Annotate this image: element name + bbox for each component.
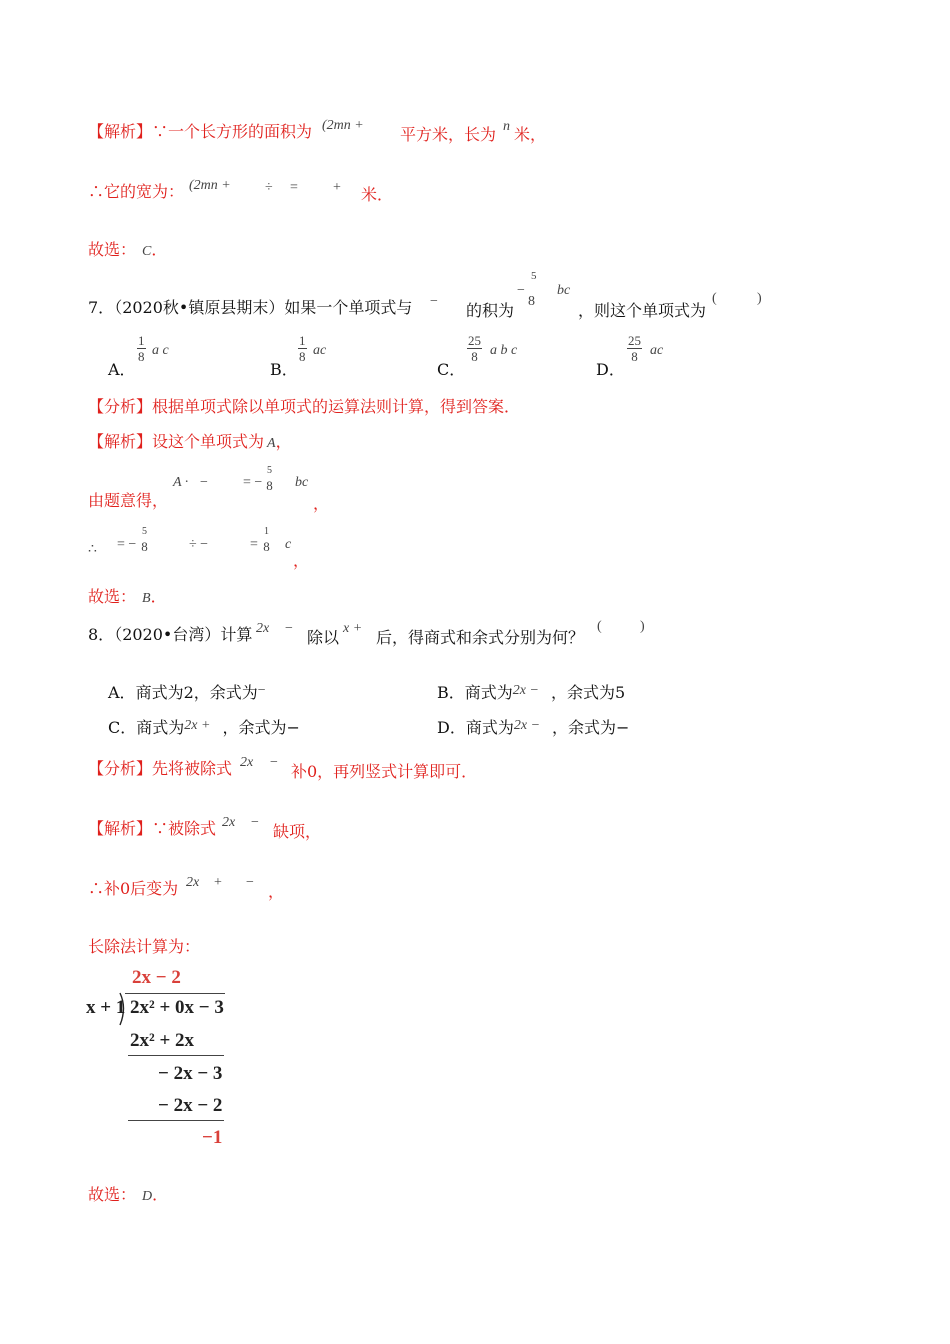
- long-division-bracket: [118, 992, 128, 1026]
- q8-solution-line3: [88, 937, 200, 957]
- option-b-tail: ac: [313, 343, 327, 358]
- analysis-text: 先将被除式: [152, 759, 233, 778]
- long-division-rule: [128, 1055, 224, 1056]
- solution-text: ，: [268, 882, 285, 901]
- answer-end: ．: [151, 240, 168, 259]
- question-text: 后，得商式和余式分别为何？: [376, 628, 585, 647]
- math-width-expr: (2mn +: [189, 178, 231, 193]
- math-eq-minus: = −: [243, 475, 263, 490]
- option-math: 2x −: [513, 718, 541, 733]
- long-division-quotient: 2x − 2: [132, 967, 181, 988]
- math-eq: =: [290, 180, 298, 195]
- math-bc: bc: [557, 283, 571, 298]
- math-div-minus: ÷ −: [189, 537, 209, 552]
- frac-den: 8: [631, 349, 638, 364]
- frac-num: 25: [628, 333, 641, 348]
- option-label: C．: [108, 718, 137, 737]
- paren-close: ): [640, 619, 645, 634]
- math-expr: 2x: [256, 621, 270, 636]
- option-label: D．: [437, 718, 466, 737]
- frac-den: 8: [471, 349, 478, 364]
- option-math: −: [257, 683, 266, 698]
- sol7-l2-fraction: [266, 463, 273, 493]
- q8-solution-line1: [88, 819, 216, 839]
- question-number: 8．: [88, 625, 115, 644]
- math-A: A: [267, 436, 276, 451]
- question-text: 计算: [220, 625, 253, 644]
- long-division-step2: − 2x − 2: [158, 1095, 223, 1116]
- q7-analysis: [88, 397, 520, 417]
- solution-text: 米．: [361, 185, 394, 204]
- sol7-l3-fraction2: [263, 524, 270, 554]
- therefore: ∴: [88, 542, 97, 557]
- option-a-tail: a c: [152, 343, 169, 358]
- math-minus: −: [430, 294, 438, 309]
- math-minus: −: [200, 475, 208, 490]
- math-A-dot: A ·: [173, 475, 189, 490]
- answer-letter: B: [142, 591, 151, 606]
- question-text: 的积为: [466, 301, 515, 320]
- option-b-fraction: [298, 333, 307, 364]
- frac-den: 8: [263, 539, 270, 554]
- frac-den: 8: [138, 349, 145, 364]
- option-math: 2x +: [184, 718, 211, 733]
- solution-text: ，: [293, 551, 310, 570]
- option-label: A．: [108, 683, 136, 702]
- solution-text: ，: [313, 494, 330, 513]
- q7-answer-line: [88, 587, 167, 609]
- answer-label: 故选：: [88, 587, 137, 606]
- paren-open: (: [597, 619, 602, 634]
- solution-tag: 【解析】: [88, 432, 153, 451]
- analysis-tag: 【分析】: [88, 397, 153, 416]
- math-minus: −: [246, 875, 254, 890]
- q8-analysis: [88, 759, 232, 779]
- math-n: n: [503, 119, 510, 134]
- frac-den: 8: [141, 539, 148, 554]
- math-minus: −: [270, 755, 278, 770]
- answer-end: ．: [152, 1185, 169, 1204]
- question-number: 7．: [88, 298, 115, 317]
- math-expr: 2x: [186, 875, 200, 890]
- solution-text: 平方米，长为: [400, 125, 497, 144]
- paren-close: ): [757, 291, 762, 306]
- solution-text: ∵一个长方形的面积为: [152, 122, 313, 141]
- q6-solution-line1: [88, 122, 312, 142]
- frac-num: 25: [468, 333, 481, 348]
- long-division-remainder: −1: [202, 1127, 223, 1148]
- solution-text: ∴补0后变为: [88, 879, 179, 898]
- math-minus: −: [285, 621, 293, 636]
- frac-den: 8: [266, 478, 273, 493]
- analysis-text: 补0，再列竖式计算即可．: [291, 762, 478, 781]
- long-division-divisor: x + 1: [86, 997, 126, 1018]
- option-d-fraction: [627, 333, 642, 364]
- q8-stem: [88, 625, 252, 645]
- q7-solution-line3: [88, 538, 97, 560]
- math-bc: bc: [295, 475, 309, 490]
- frac-num: 5: [142, 526, 147, 537]
- math-frac-den: 8: [528, 294, 535, 309]
- question-text: 如果一个单项式与: [284, 298, 413, 317]
- solution-text: 米，: [514, 125, 547, 144]
- frac-num: 5: [267, 465, 272, 476]
- math-c: c: [285, 537, 292, 552]
- paren-open: (: [712, 291, 717, 306]
- q7-solution-line2: [88, 491, 168, 511]
- option-b-label: B．: [270, 360, 298, 379]
- analysis-tag: 【分析】: [88, 759, 153, 778]
- question-source: （2020秋•镇原县期末）: [114, 298, 285, 317]
- math-eq-minus: = −: [117, 537, 137, 552]
- math-minus: −: [517, 283, 525, 298]
- option-text: ，余式为−: [552, 718, 630, 737]
- question-text: 除以: [307, 628, 340, 647]
- math-expr: 2x: [240, 755, 254, 770]
- option-text: 商式为: [464, 683, 513, 702]
- option-text: 商式为: [136, 718, 185, 737]
- option-c-tail: a b c: [490, 343, 518, 358]
- solution-text: ∵被除式: [152, 819, 217, 838]
- solution-tag: 【解析】: [88, 122, 153, 141]
- option-a-label: A．: [108, 360, 136, 379]
- long-division-dividend: 2x² + 0x − 3: [130, 997, 224, 1018]
- q8-solution-line2: [88, 879, 178, 899]
- solution-text: 设这个单项式为: [152, 432, 265, 451]
- q6-solution-line2: [88, 182, 184, 202]
- option-text: ，余式为5: [550, 683, 626, 702]
- answer-label: 故选：: [88, 1185, 137, 1204]
- analysis-text: 根据单项式除以单项式的运算法则计算，得到答案．: [152, 397, 521, 416]
- option-label: B．: [437, 683, 465, 702]
- question-text: ，则这个单项式为: [578, 301, 707, 320]
- math-frac-num: 5: [531, 270, 537, 282]
- long-division-remainder1: − 2x − 3: [158, 1063, 223, 1084]
- math-minus: −: [251, 815, 259, 830]
- math-expr: 2x: [222, 815, 236, 830]
- frac-num: 1: [138, 333, 145, 348]
- answer-end: ．: [150, 587, 167, 606]
- q8-option-a: [108, 683, 266, 705]
- q8-answer-line: [88, 1185, 168, 1207]
- math-expr: x +: [343, 621, 363, 636]
- solution-text: 长除法计算为：: [88, 937, 201, 956]
- frac-num: 1: [299, 333, 306, 348]
- sol7-l3-fraction: [141, 524, 148, 554]
- math-div: ÷: [265, 180, 273, 195]
- q6-answer-line: [88, 240, 167, 262]
- option-a-fraction: [137, 333, 146, 364]
- option-d-label: D．: [596, 360, 625, 379]
- answer-letter: C: [142, 244, 152, 259]
- question-source: （2020•台湾）: [114, 625, 221, 644]
- math-plus: +: [214, 875, 222, 890]
- option-c-label: C．: [437, 360, 466, 379]
- answer-letter: D: [142, 1189, 153, 1204]
- long-division-step1: 2x² + 2x: [130, 1030, 195, 1051]
- solution-text: ∴它的宽为：: [88, 182, 185, 201]
- long-division: [80, 965, 240, 1150]
- solution-text: 缺项，: [273, 822, 322, 841]
- solution-text: 由题意得，: [88, 491, 169, 510]
- frac-den: 8: [299, 349, 306, 364]
- long-division-rule: [128, 1120, 224, 1121]
- option-text: 商式为: [465, 718, 514, 737]
- option-math: 2x −: [512, 683, 539, 698]
- answer-label: 故选：: [88, 240, 137, 259]
- option-text: 商式为2，余式为: [135, 683, 258, 702]
- q8-option-d: [437, 718, 629, 740]
- option-c-fraction: [467, 333, 482, 364]
- q7-stem: [88, 298, 412, 318]
- frac-num: 1: [264, 526, 269, 537]
- math-plus: +: [333, 180, 341, 195]
- math-area-expr: (2mn +: [322, 118, 364, 133]
- math-eq: =: [250, 537, 258, 552]
- option-d-tail: ac: [650, 343, 664, 358]
- option-text: ，余式为−: [222, 718, 300, 737]
- solution-tag: 【解析】: [88, 819, 153, 838]
- q8-option-c: [108, 718, 300, 740]
- solution-text: ，: [275, 432, 292, 451]
- q7-solution-line1: [88, 432, 292, 454]
- q8-option-b: [437, 683, 625, 705]
- long-division-bar: [125, 993, 225, 994]
